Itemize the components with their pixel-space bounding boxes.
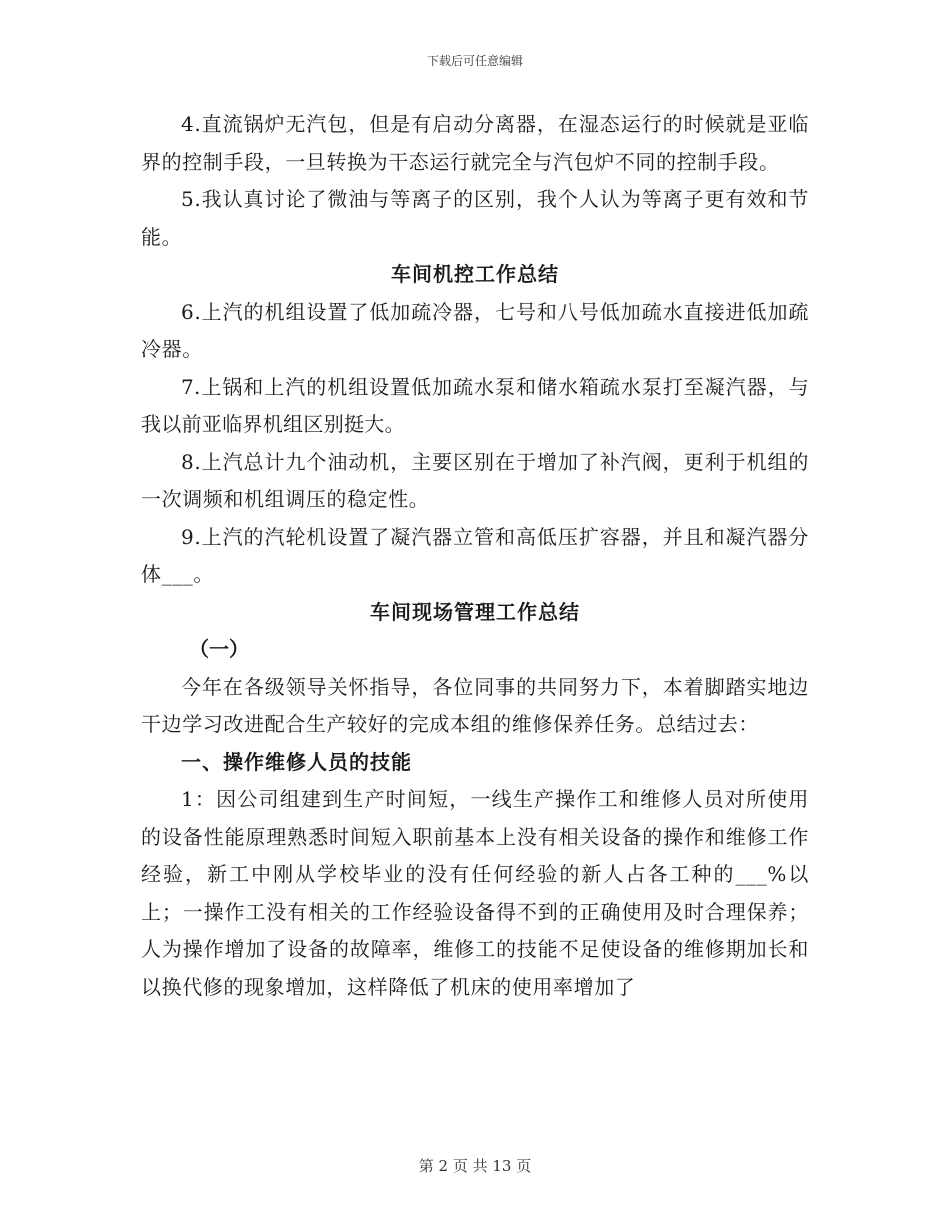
section-title-site-management: 车间现场管理工作总结	[370, 599, 580, 624]
subsection-number: （一）	[189, 637, 249, 661]
paragraph-item-9: 9.上汽的汽轮机设置了凝汽器立管和高低压扩容器，并且和凝汽器分体___。	[141, 524, 809, 586]
section-heading-skills: 一、操作维修人员的技能	[181, 749, 412, 774]
paragraph-item-6: 6.上汽的机组设置了低加疏冷器，七号和八号低加疏水直接进低加疏冷器。	[141, 299, 809, 361]
paragraph-intro: 今年在各级领导关怀指导，各位同事的共同努力下，本着脚踏实地边干边学习改进配合生产较好的完成本组的维修保养任务。总结过去：	[141, 674, 809, 736]
page-footer: 第 2 页 共 13 页	[418, 1157, 532, 1175]
section-title-machine-control: 车间机控工作总结	[391, 262, 559, 286]
paragraph-skill-item-1: 1：因公司组建到生产时间短，一线生产操作工和维修人员对所使用的设备性能原理熟悉时间短入职前基本上没有相关设备的操作和维修工作经验，新工中刚从学校毕业的没有任何经验的新人占各工种的___%以上；一操作工没有相关的工作经验设备得不到的正确使用及时合理保养；人为操作增加了设备的故障率，维修工的技能不足使设备的维修期加长和以换代修的现象增加，这样降低了机床的使用率增加了	[141, 787, 809, 999]
paragraph-item-4: 4.直流锅炉无汽包，但是有启动分离器，在湿态运行的时候就是亚临界的控制手段，一旦转换为干态运行就完全与汽包炉不同的控制手段。	[141, 112, 809, 174]
page-header: 下载后可任意编辑	[426, 54, 523, 68]
paragraph-item-7: 7.上锅和上汽的机组设置低加疏水泵和储水箱疏水泵打至凝汽器，与我以前亚临界机组区别挺大。	[141, 374, 809, 436]
paragraph-item-8: 8.上汽总计九个油动机，主要区别在于增加了补汽阀，更利于机组的一次调频和机组调压的稳定性。	[141, 449, 809, 511]
paragraph-item-5: 5.我认真讨论了微油与等离子的区别，我个人认为等离子更有效和节能。	[141, 187, 809, 249]
document-body	[141, 106, 809, 1006]
